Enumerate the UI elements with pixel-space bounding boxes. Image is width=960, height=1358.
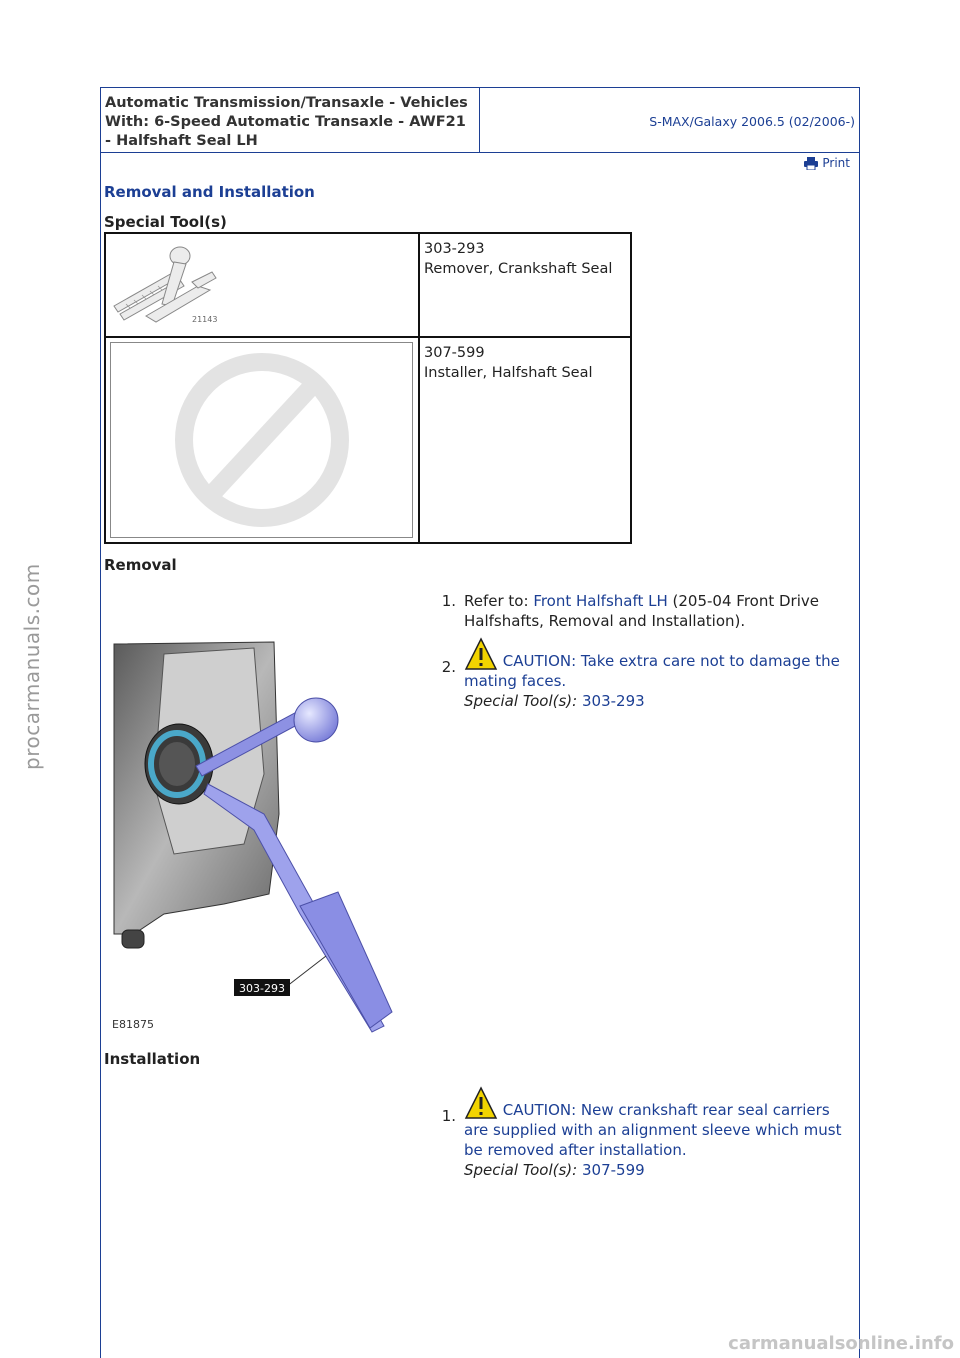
step-text-suffix: (205-04 Front Drive Halfshafts, Removal and Installation). xyxy=(464,592,819,630)
crankshaft-seal-remover-illustration xyxy=(106,234,418,334)
caution-icon xyxy=(464,1086,498,1120)
printer-icon xyxy=(804,157,818,170)
removal-step-2 xyxy=(420,637,850,711)
special-tools-label: Special Tool(s): xyxy=(464,1161,578,1179)
step-number: 1. xyxy=(441,1107,456,1125)
side-watermark: procarmanuals.com xyxy=(20,563,44,770)
removal-step-1 xyxy=(420,591,850,631)
front-halfshaft-link[interactable]: Front Halfshaft LH xyxy=(533,592,668,610)
document-title: Automatic Transmission/Transaxle - Vehicles With: 6-Speed Automatic Transaxle - AWF21 - Halfshaft Seal LH xyxy=(101,88,480,152)
tool-name: Remover, Crankshaft Seal xyxy=(424,261,613,277)
tool-image-303-293 xyxy=(106,234,420,336)
no-image-icon xyxy=(172,350,352,530)
tool-name: Installer, Halfshaft Seal xyxy=(424,365,593,381)
installation-step-1 xyxy=(420,1086,850,1180)
figure-callout: 303-293 xyxy=(239,982,285,995)
tool-number: 307-599 xyxy=(424,345,485,361)
print-button[interactable] xyxy=(804,156,850,170)
tool-row xyxy=(106,338,630,542)
step-number: 2. xyxy=(441,658,456,676)
special-tools-table xyxy=(104,232,632,544)
document-header xyxy=(100,87,860,153)
installation-heading: Installation xyxy=(104,1050,201,1068)
caution-icon xyxy=(464,637,498,671)
removal-heading: Removal xyxy=(104,556,177,574)
tool-number: 303-293 xyxy=(424,241,485,257)
step-number: 1. xyxy=(441,592,456,610)
section-title: Removal and Installation xyxy=(104,183,315,201)
special-tools-label: Special Tool(s): xyxy=(464,692,578,710)
step-text-prefix: Refer to: xyxy=(464,592,534,610)
bottom-watermark: carmanualsonline.info xyxy=(728,1333,954,1354)
tool-reference-link[interactable]: 303-293 xyxy=(582,692,645,710)
tool-reference-link[interactable]: 307-599 xyxy=(582,1161,645,1179)
figure-id: E81875 xyxy=(112,1018,154,1031)
tool-image-307-599 xyxy=(106,338,420,542)
caution-text: CAUTION: New crankshaft rear seal carriers are supplied with an alignment sleeve which must be removed after installation. xyxy=(464,1101,842,1159)
special-tools-heading: Special Tool(s) xyxy=(104,213,227,231)
tool-image-label: 21143 xyxy=(192,315,218,324)
removal-figure xyxy=(104,634,404,1034)
print-label: Print xyxy=(822,156,850,170)
vehicle-model: S-MAX/Galaxy 2006.5 (02/2006-) xyxy=(649,114,855,129)
tool-row xyxy=(106,234,630,338)
caution-text: CAUTION: Take extra care not to damage the mating faces. xyxy=(464,652,840,690)
